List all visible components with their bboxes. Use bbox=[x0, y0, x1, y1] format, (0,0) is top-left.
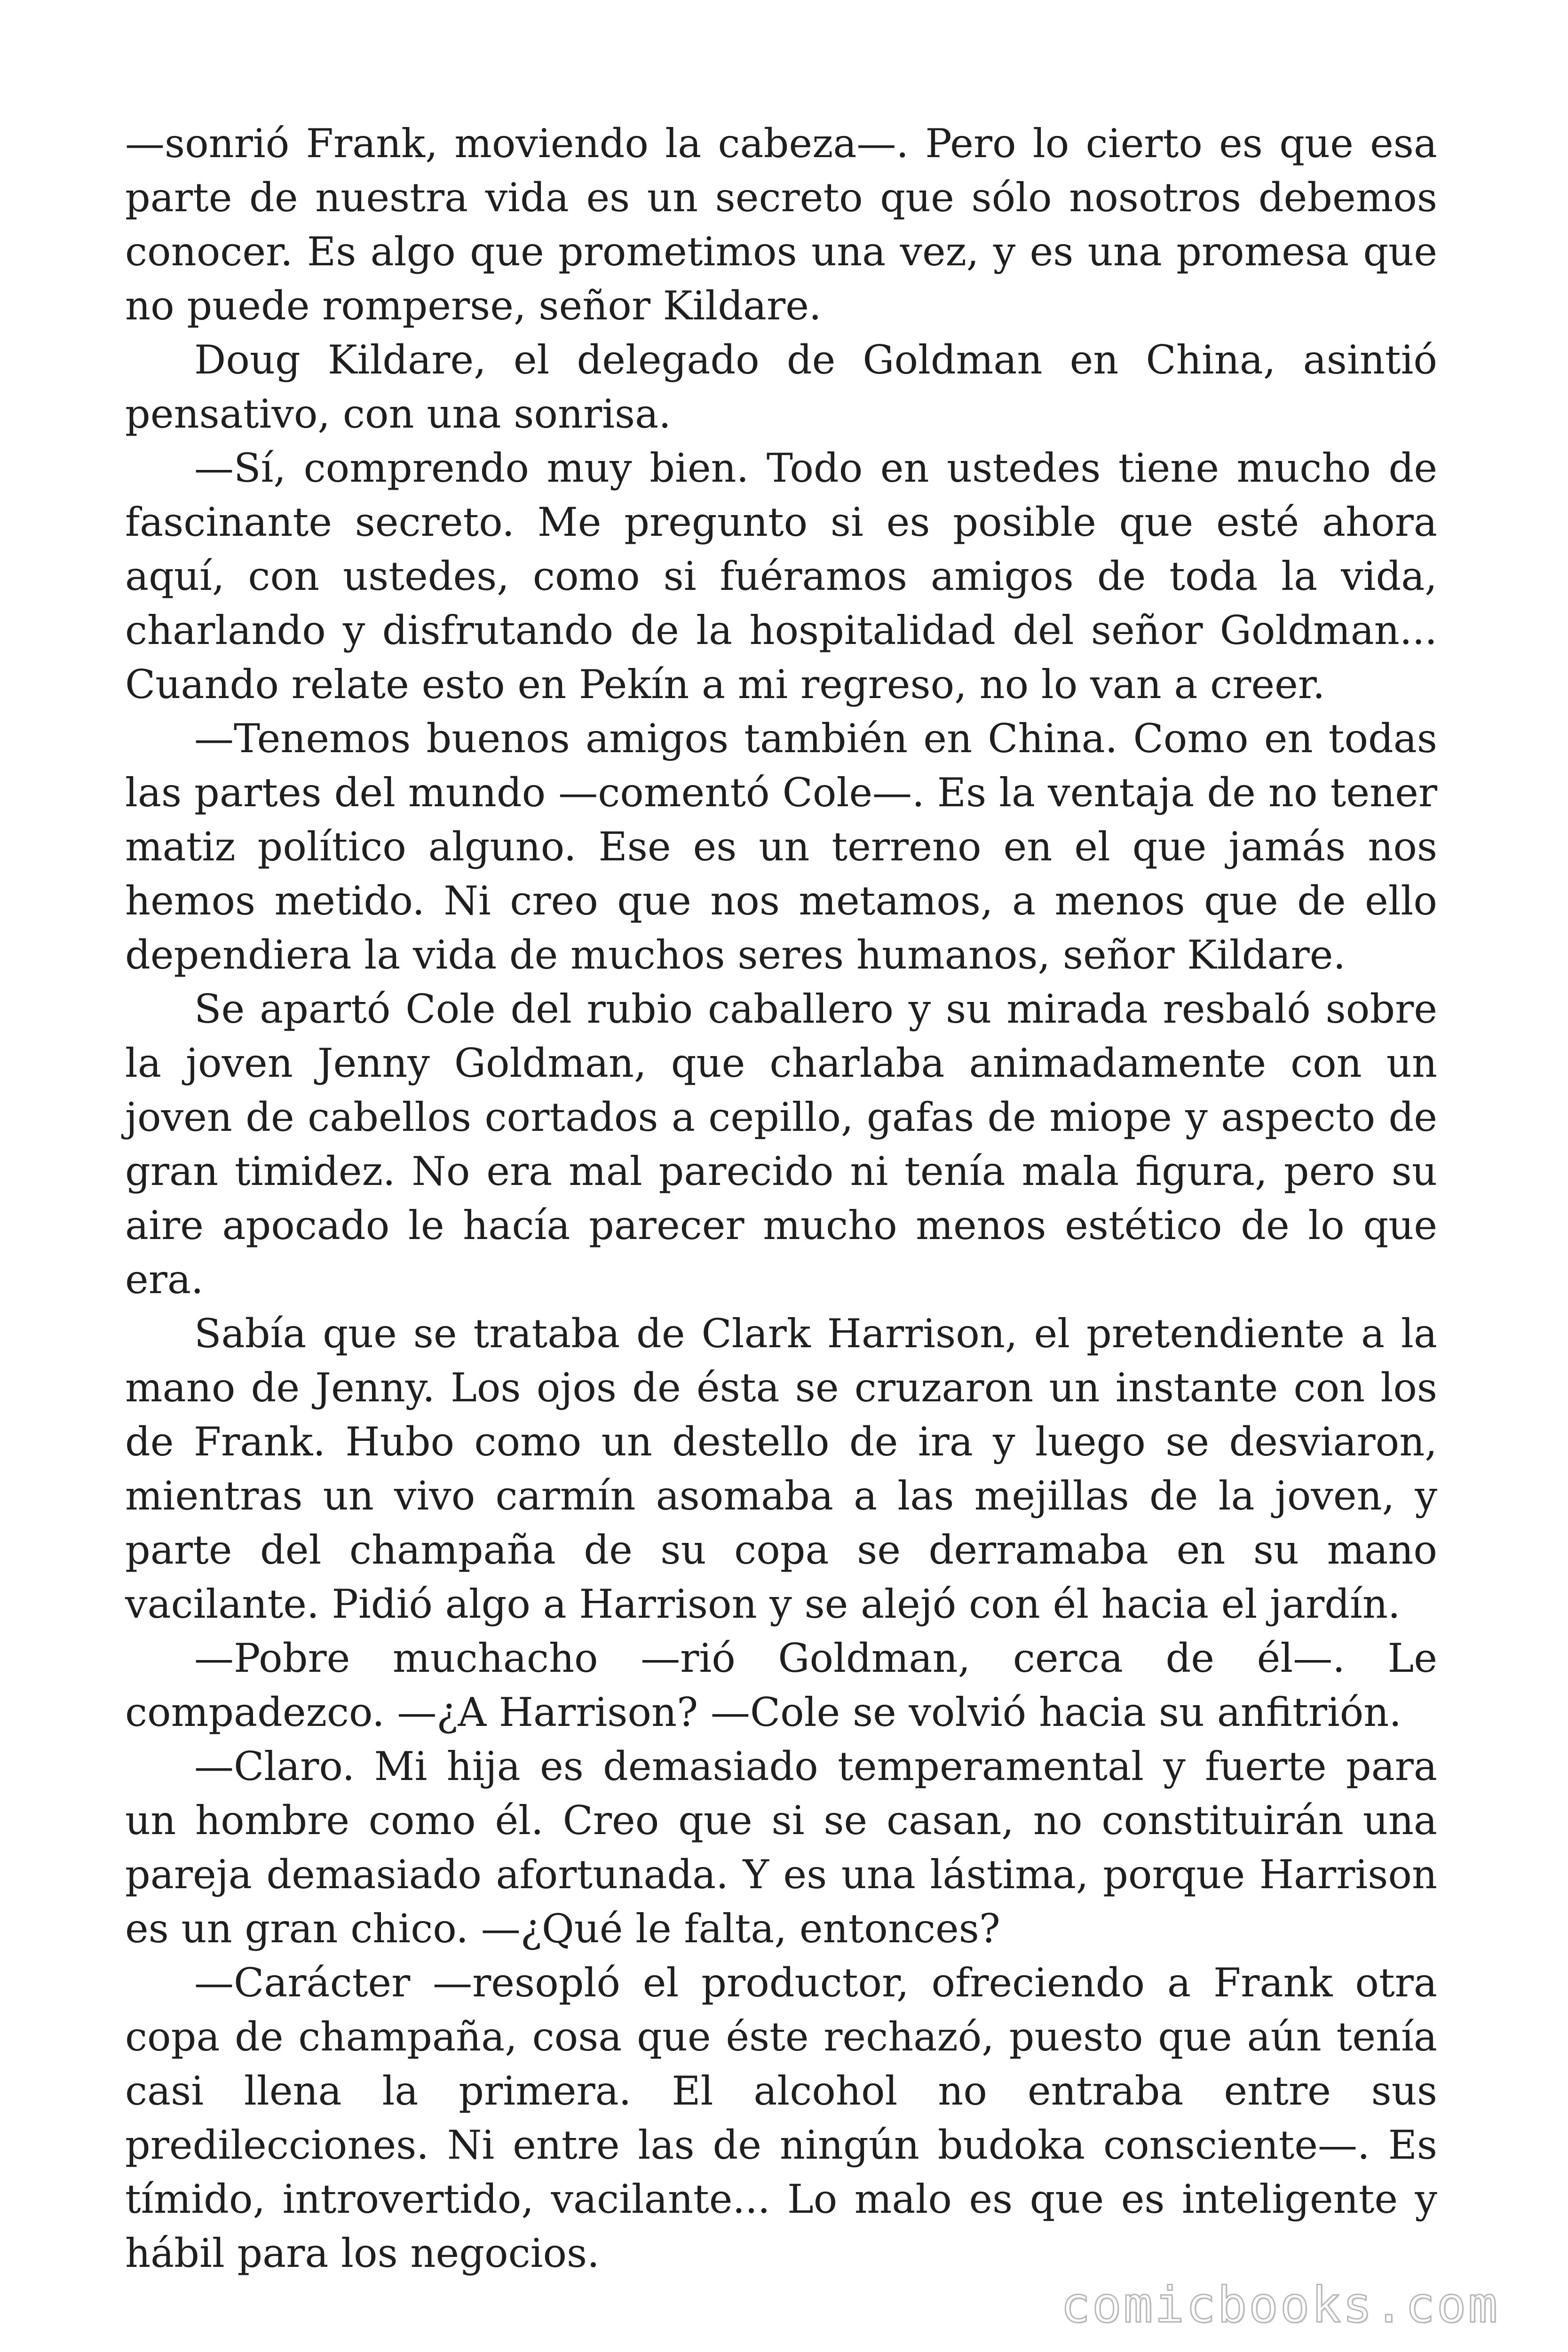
paragraph-1: —sonrió Frank, moviendo la cabeza—. Pero lo cierto es que esa parte de nuestra vida es un secreto que sólo nosotros debemos conocer. Es algo que prometimos una vez, y es una promesa que no puede romperse, señor Kildare. bbox=[125, 120, 1437, 329]
paragraph-8: —Claro. Mi hija es demasiado temperamental y fuerte para un hombre como él. Creo que si se casan, no constituirán una pareja demasiado afortunada. Y es una lástima, porque Harrison es un gran chico. —¿Qué le falta, entonces? bbox=[125, 1743, 1437, 1952]
body-text bbox=[125, 117, 1437, 2280]
paragraph-6: Sabía que se trataba de Clark Harrison, el pretendiente a la mano de Jenny. Los ojos de ésta se cruzaron un instante con los de Frank. Hubo como un destello de ira y luego se desviaron, mientras un vivo carmín asomaba a las mejillas de la joven, y parte del champaña de su copa se derramaba en su mano vacilante. Pidió algo a Harrison y se alejó con él hacia el jardín. bbox=[125, 1311, 1437, 1627]
paragraph-3: —Sí, comprendo muy bien. Todo en ustedes tiene mucho de fascinante secreto. Me pregunto si es posible que esté ahora aquí, con ustedes, como si fuéramos amigos de toda la vida, charlando y disfrutando de la hospitalidad del señor Goldman... Cuando relate esto en Pekín a mi regreso, no lo van a creer. bbox=[125, 445, 1437, 707]
watermark-text: comicbooks.com bbox=[1061, 2276, 1499, 2334]
paragraph-2: Doug Kildare, el delegado de Goldman en China, asintió pensativo, con una sonrisa. bbox=[125, 337, 1437, 437]
paragraph-4: —Tenemos buenos amigos también en China. Como en todas las partes del mundo —comentó Cole—. Es la ventaja de no tener matiz político alguno. Ese es un terreno en el que jamás nos hemos metido. Ni creo que nos metamos, a menos que de ello dependiera la vida de muchos seres humanos, señor Kildare. bbox=[125, 715, 1437, 978]
paragraph-7: —Pobre muchacho —rió Goldman, cerca de él—. Le compadezco. —¿A Harrison? —Cole se volvió hacia su anfitrión. bbox=[125, 1635, 1437, 1735]
paragraph-9: —Carácter —resopló el productor, ofreciendo a Frank otra copa de champaña, cosa que éste rechazó, puesto que aún tenía casi llena la primera. El alcohol no entraba entre sus predilecciones. Ni entre las de ningún budoka consciente—. Es tímido, introvertido, vacilante... Lo malo es que es inteligente y hábil para los negocios. bbox=[125, 1960, 1437, 2276]
paragraph-5: Se apartó Cole del rubio caballero y su mirada resbaló sobre la joven Jenny Goldman, que charlaba animadamente con un joven de cabellos cortados a cepillo, gafas de miope y aspecto de gran timidez. No era mal parecido ni tenía mala figura, pero su aire apocado le hacía parecer mucho menos estético de lo que era. bbox=[125, 986, 1437, 1303]
